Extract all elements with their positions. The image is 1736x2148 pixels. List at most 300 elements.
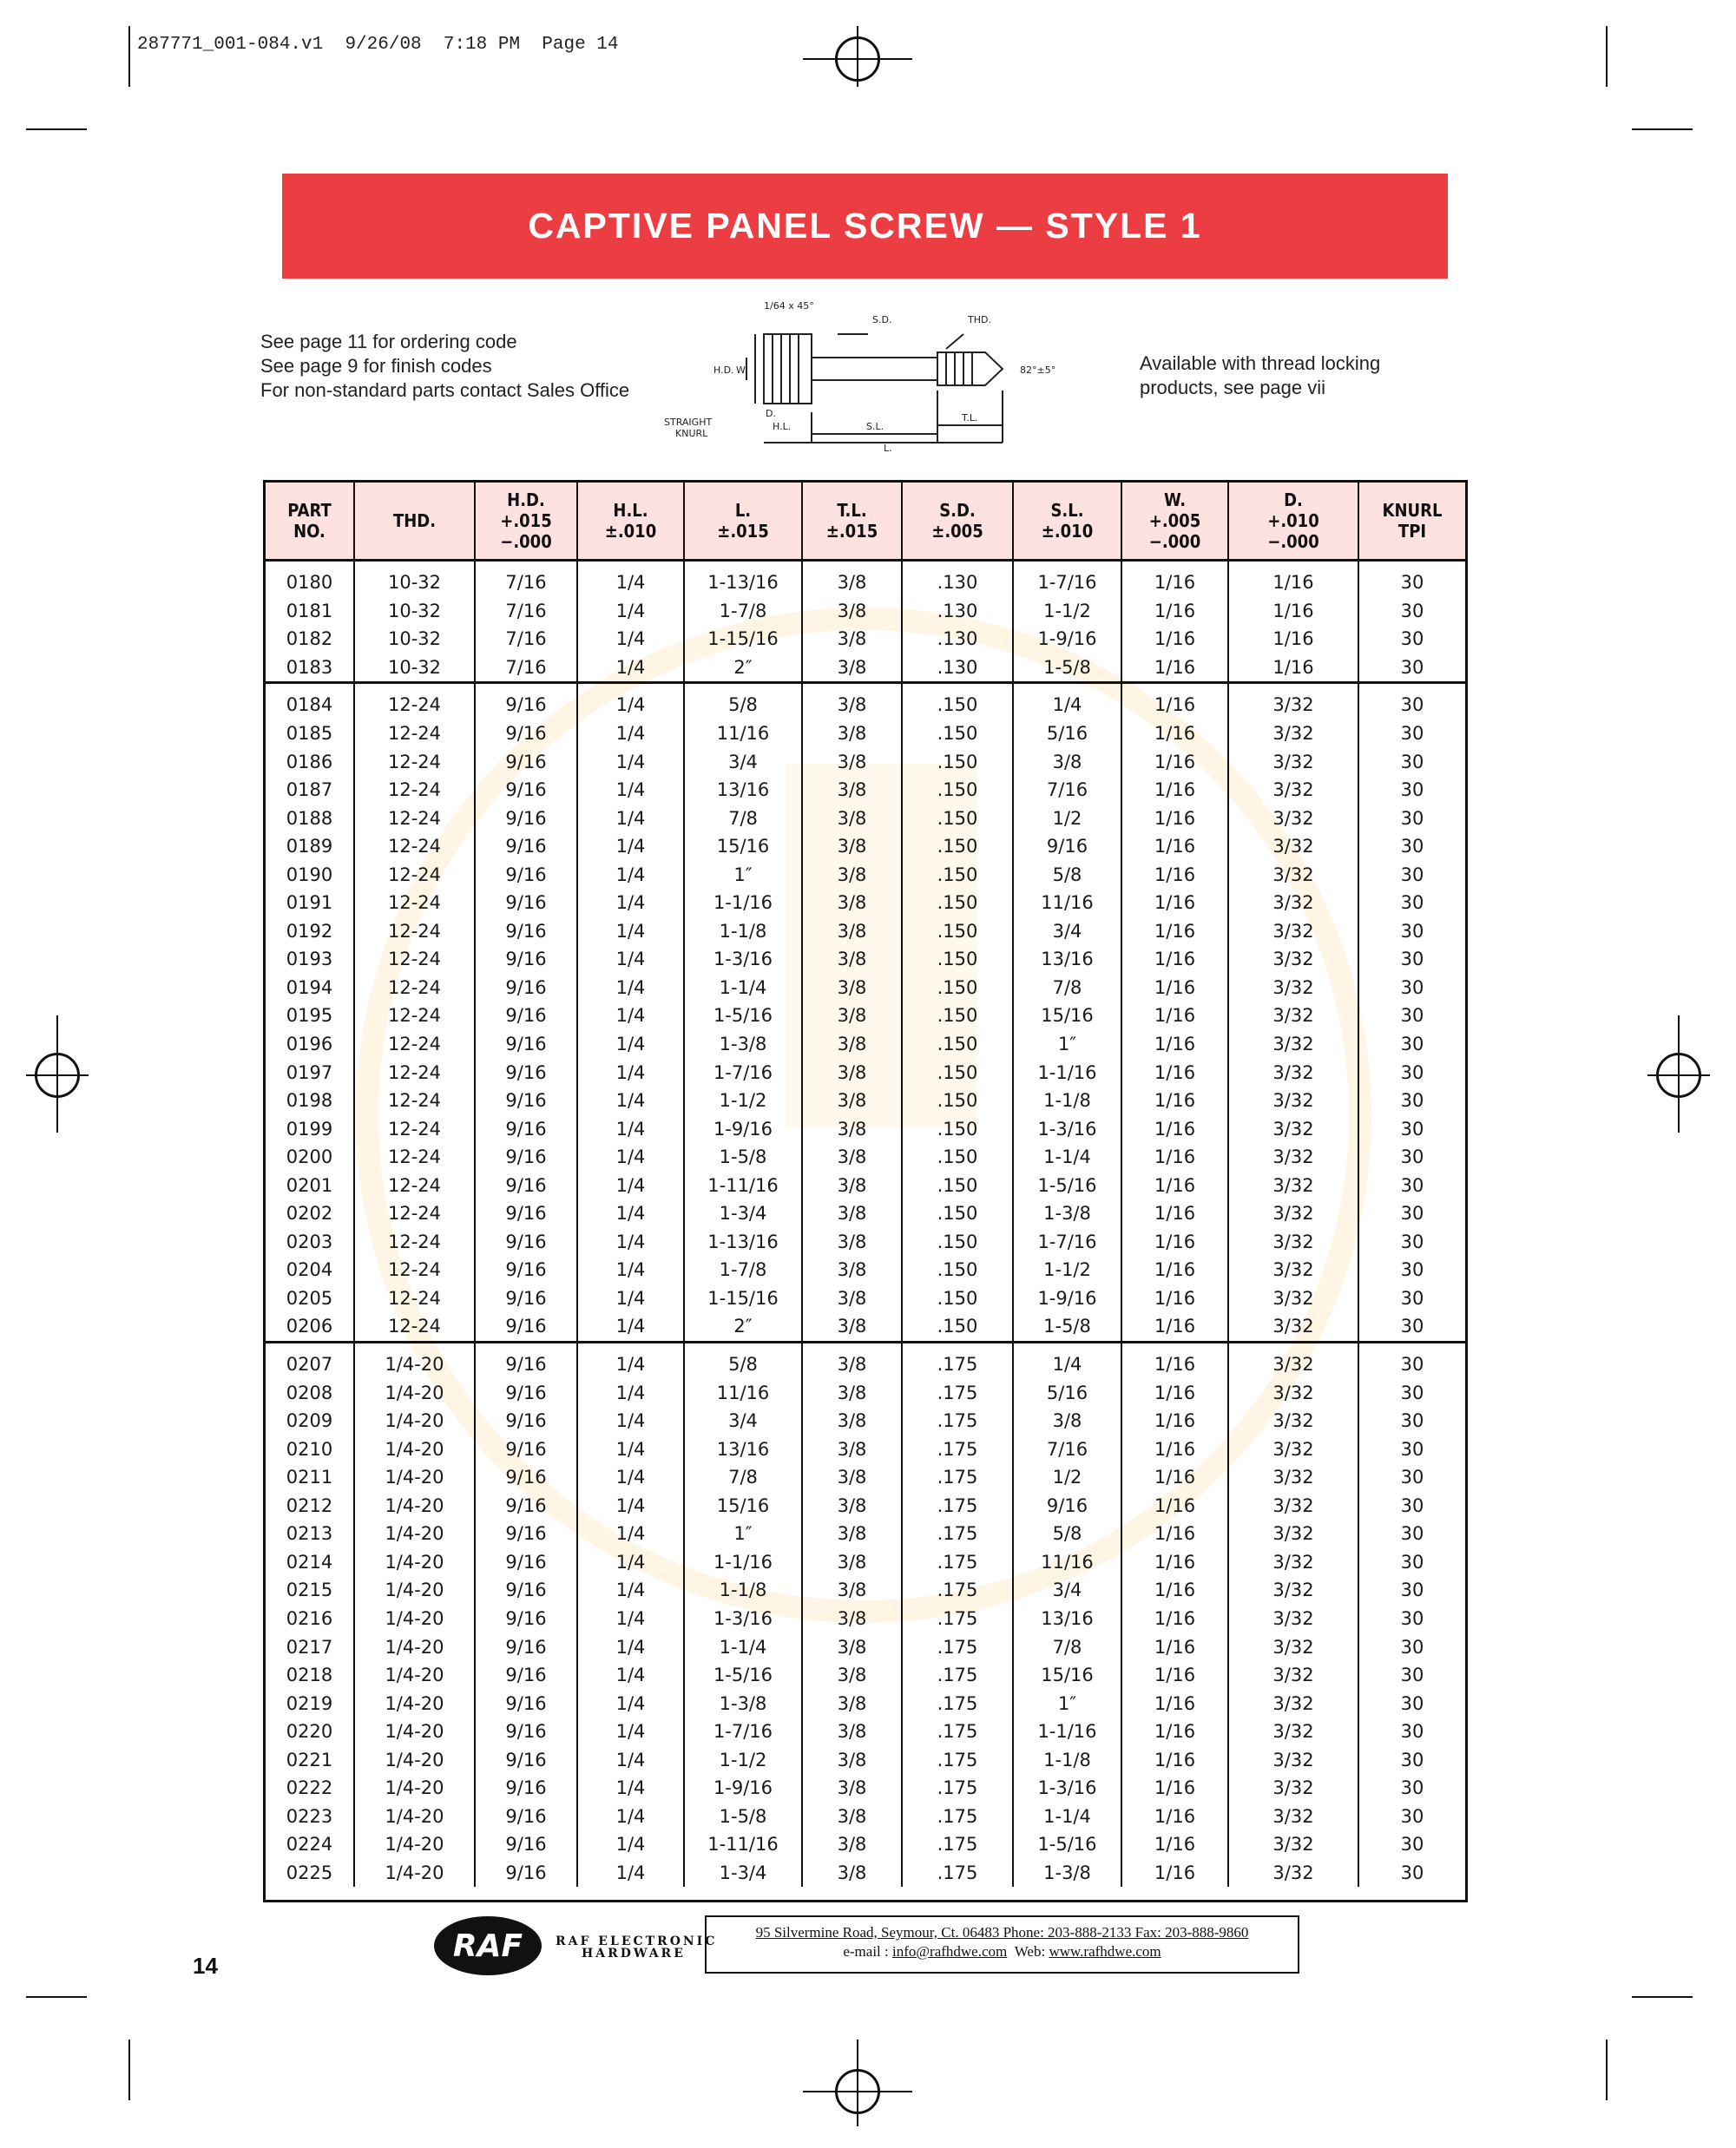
table-cell: 0188	[266, 804, 354, 832]
table-cell: .175	[902, 1548, 1013, 1577]
table-cell: 3/32	[1228, 917, 1358, 946]
table-cell: .150	[902, 860, 1013, 889]
table-cell: 9/16	[475, 1774, 577, 1803]
table-cell: 3/32	[1228, 1342, 1358, 1378]
table-cell: 30	[1400, 628, 1424, 650]
crop-mark	[56, 1015, 58, 1133]
column-header	[577, 483, 684, 561]
table-cell: 3/32	[1228, 1774, 1358, 1803]
table-cell: 3/8	[802, 917, 902, 946]
table-cell: 1/4	[577, 1114, 684, 1143]
table-cell: 1/16	[1121, 776, 1228, 805]
table-cell: 3/32	[1228, 1030, 1358, 1059]
table-cell: .175	[902, 1407, 1013, 1435]
table-cell: 3/8	[802, 561, 902, 597]
crop-mark	[1606, 2040, 1608, 2100]
column-header-line: −.000	[500, 531, 552, 552]
table-cell: 1/16	[1121, 719, 1228, 748]
table-cell: 1/16	[1228, 561, 1358, 597]
brand-text	[556, 1935, 717, 1960]
table-row	[266, 1407, 1465, 1435]
table-cell: 10-32	[354, 625, 475, 654]
table-cell: 30	[1400, 600, 1424, 621]
table-cell: 30	[1400, 892, 1424, 914]
table-row	[266, 1435, 1465, 1463]
table-cell: 1/4	[577, 1803, 684, 1831]
table-row	[266, 1143, 1465, 1172]
column-header	[266, 483, 354, 561]
column-header	[1013, 483, 1121, 561]
table-cell: 15/16	[684, 1492, 802, 1521]
table-cell: 9/16	[475, 1058, 577, 1087]
table-cell: 7/16	[475, 654, 577, 683]
table-cell: 30	[1400, 864, 1424, 885]
table-cell: 30	[1400, 1665, 1424, 1686]
table-cell: 1/16	[1121, 1718, 1228, 1746]
table-cell: 1/16	[1121, 1171, 1228, 1199]
table-cell: 0183	[266, 654, 354, 683]
table-cell: 3/8	[802, 1030, 902, 1059]
table-cell: 1/4	[577, 1002, 684, 1030]
table-cell: 3/8	[802, 1435, 902, 1463]
table-cell: 1-13/16	[684, 1228, 802, 1257]
column-header-line: S.D.	[939, 500, 976, 521]
table-cell: 3/8	[802, 1576, 902, 1605]
table-row	[266, 1463, 1465, 1492]
table-cell: 1/16	[1121, 1859, 1228, 1888]
table-cell: 1/16	[1121, 917, 1228, 946]
table-cell: 9/16	[475, 1087, 577, 1115]
table-cell: 7/16	[475, 597, 577, 626]
table-cell: 11/16	[1013, 889, 1121, 917]
table-cell: 1-9/16	[1013, 625, 1121, 654]
column-header-line: −.000	[1148, 531, 1201, 552]
table-cell: 15/16	[1013, 1002, 1121, 1030]
table-cell: 1-1/16	[684, 889, 802, 917]
table-cell: 0196	[266, 1030, 354, 1059]
table-cell: 9/16	[475, 1632, 577, 1661]
table-cell: 3/32	[1228, 1435, 1358, 1463]
screw-thread	[937, 352, 1003, 385]
table-cell: 1/4	[577, 1378, 684, 1407]
table-cell: 9/16	[475, 1859, 577, 1888]
table-cell: 3/32	[1228, 860, 1358, 889]
table-cell: 10-32	[354, 654, 475, 683]
table-cell: 30	[1400, 1118, 1424, 1140]
table-cell: 3/4	[684, 1407, 802, 1435]
table-cell: 30	[1400, 1805, 1424, 1827]
table-cell: 15/16	[1013, 1661, 1121, 1690]
table-cell: .150	[902, 804, 1013, 832]
table-cell: 0210	[266, 1435, 354, 1463]
table-cell: 3/8	[802, 1745, 902, 1774]
email-label: e-mail :	[843, 1943, 892, 1960]
table-row	[266, 804, 1465, 832]
table-cell: 1/4	[577, 1342, 684, 1378]
table-cell: .175	[902, 1745, 1013, 1774]
table-cell: 1/16	[1121, 1228, 1228, 1257]
column-header-line: W.	[1163, 489, 1187, 510]
table-cell: 1/4	[577, 747, 684, 776]
table-cell: 0184	[266, 683, 354, 719]
table-cell: 3/32	[1228, 1463, 1358, 1492]
address-text: 95 Silvermine Road, Seymour, Ct. 06483 Phone: 203-888-2133 Fax: 203-888-9860	[755, 1924, 1249, 1941]
table-cell: 0187	[266, 776, 354, 805]
column-header	[1228, 483, 1358, 561]
table-cell: 1″	[1013, 1689, 1121, 1718]
table-cell: 9/16	[475, 1661, 577, 1690]
table-cell: 9/16	[475, 1342, 577, 1378]
table-cell: 1/4-20	[354, 1830, 475, 1859]
table-cell: 3/32	[1228, 1058, 1358, 1087]
table-cell: 30	[1400, 1749, 1424, 1770]
table-cell: 1/16	[1121, 832, 1228, 861]
table-cell: 9/16	[475, 1520, 577, 1548]
table-cell: 0214	[266, 1548, 354, 1577]
table-cell: 1-15/16	[684, 1284, 802, 1313]
table-cell: .150	[902, 917, 1013, 946]
table-cell: 1/16	[1121, 1378, 1228, 1407]
note-line: See page 11 for ordering code	[260, 331, 517, 352]
table-cell: 9/16	[475, 1228, 577, 1257]
table-cell: 1/4-20	[354, 1661, 475, 1690]
column-header-line: ±.010	[1041, 521, 1094, 542]
table-cell: 1-7/8	[684, 597, 802, 626]
table-cell: 10-32	[354, 561, 475, 597]
table-cell: 30	[1400, 1636, 1424, 1658]
table-cell: 1/4	[577, 1030, 684, 1059]
table-cell: 0219	[266, 1689, 354, 1718]
table-cell: 12-24	[354, 1171, 475, 1199]
table-cell: 1/16	[1121, 683, 1228, 719]
table-row	[266, 776, 1465, 805]
table-cell: .130	[902, 625, 1013, 654]
table-row	[266, 654, 1465, 683]
table-row	[266, 1492, 1465, 1521]
table-cell: 7/16	[475, 625, 577, 654]
table-cell: 3/8	[802, 719, 902, 748]
table-cell: 12-24	[354, 974, 475, 1002]
table-cell: 1/4	[1013, 1342, 1121, 1378]
table-cell: 3/8	[802, 1228, 902, 1257]
table-cell: 1/16	[1121, 625, 1228, 654]
crop-mark	[26, 1996, 87, 1998]
table-row	[266, 719, 1465, 748]
table-cell: 1-1/2	[1013, 1256, 1121, 1284]
table-cell: 0215	[266, 1576, 354, 1605]
table-cell: .130	[902, 561, 1013, 597]
table-cell: 7/8	[684, 804, 802, 832]
table-cell: 9/16	[475, 974, 577, 1002]
table-cell: 1/16	[1121, 860, 1228, 889]
table-row	[266, 1378, 1465, 1407]
table-cell: 1-11/16	[684, 1171, 802, 1199]
table-cell: 3/8	[802, 1256, 902, 1284]
table-cell: 3/32	[1228, 1002, 1358, 1030]
table-cell: 9/16	[1013, 832, 1121, 861]
table-cell: 12-24	[354, 719, 475, 748]
table-cell: 1/4-20	[354, 1435, 475, 1463]
table-cell: 1/4	[577, 1407, 684, 1435]
table-cell: 1/4-20	[354, 1576, 475, 1605]
column-header-line: TPI	[1397, 521, 1427, 542]
table-cell: 0200	[266, 1143, 354, 1172]
table-cell: 9/16	[475, 1030, 577, 1059]
table-cell: 0224	[266, 1830, 354, 1859]
email-link[interactable]: info@rafhdwe.com	[892, 1943, 1008, 1960]
page-number: 14	[193, 1953, 218, 1979]
table-cell: 0180	[266, 561, 354, 597]
table-cell: 1-5/16	[684, 1002, 802, 1030]
table-cell: 30	[1400, 572, 1424, 594]
table-cell: 9/16	[475, 1378, 577, 1407]
table-cell: 1-1/16	[1013, 1058, 1121, 1087]
table-cell: 1/16	[1121, 1435, 1228, 1463]
table-cell: .175	[902, 1689, 1013, 1718]
table-cell: 0193	[266, 945, 354, 974]
table-cell: 3/32	[1228, 1284, 1358, 1313]
table-cell: 3/4	[1013, 1576, 1121, 1605]
table-cell: 12-24	[354, 1058, 475, 1087]
table-cell: 1-3/16	[684, 1605, 802, 1633]
table-row	[266, 1661, 1465, 1690]
table-row	[266, 561, 1465, 597]
dim-label: STRAIGHT	[664, 417, 713, 428]
table-cell: 3/32	[1228, 889, 1358, 917]
column-header-line: ±.005	[931, 521, 983, 542]
table-cell: 1-1/8	[684, 1576, 802, 1605]
table-cell: 1/16	[1228, 654, 1358, 683]
table-cell: 3/8	[802, 804, 902, 832]
table-cell: 1/4	[577, 1463, 684, 1492]
table-cell: .175	[902, 1378, 1013, 1407]
table-cell: 9/16	[475, 1830, 577, 1859]
table-cell: 3/32	[1228, 1312, 1358, 1342]
table-cell: 9/16	[1013, 1492, 1121, 1521]
column-header-line: +.005	[1148, 510, 1201, 531]
dim-label: W.	[736, 365, 748, 376]
table-cell: 3/8	[802, 1718, 902, 1746]
table-cell: 30	[1400, 1090, 1424, 1112]
table-cell: 3/32	[1228, 1632, 1358, 1661]
table-cell: 3/32	[1228, 719, 1358, 748]
table-cell: 30	[1400, 949, 1424, 970]
table-cell: 3/32	[1228, 1087, 1358, 1115]
table-cell: 1-3/8	[684, 1030, 802, 1059]
table-cell: 1/4	[577, 1632, 684, 1661]
table-cell: 9/16	[475, 1745, 577, 1774]
table-cell: 9/16	[475, 1143, 577, 1172]
table-cell: 30	[1400, 1607, 1424, 1629]
table-cell: 5/8	[684, 683, 802, 719]
table-cell: .150	[902, 974, 1013, 1002]
table-cell: 1/2	[1013, 804, 1121, 832]
table-cell: 1/4-20	[354, 1774, 475, 1803]
table-cell: .175	[902, 1774, 1013, 1803]
table-cell: 1/16	[1121, 1745, 1228, 1774]
dim-label: D.	[766, 408, 776, 419]
dim-label: THD.	[968, 314, 991, 325]
table-row	[266, 917, 1465, 946]
table-header	[266, 483, 1465, 561]
table-cell: .150	[902, 1312, 1013, 1342]
table-cell: 3/8	[1013, 747, 1121, 776]
table-cell: 0217	[266, 1632, 354, 1661]
table-cell: .150	[902, 1030, 1013, 1059]
table-row	[266, 1002, 1465, 1030]
crop-mark	[26, 128, 87, 130]
table-cell: 1/16	[1121, 1520, 1228, 1548]
table-cell: 13/16	[1013, 1605, 1121, 1633]
table-cell: 1/4	[577, 917, 684, 946]
table-cell: 9/16	[475, 945, 577, 974]
table-cell: 1/4	[577, 561, 684, 597]
table-cell: 3/8	[802, 860, 902, 889]
table-cell: 11/16	[1013, 1548, 1121, 1577]
table-cell: 9/16	[475, 1171, 577, 1199]
table-cell: 0206	[266, 1312, 354, 1342]
note-line: For non-standard parts contact Sales Office	[260, 379, 630, 401]
table-cell: 0194	[266, 974, 354, 1002]
table-row	[266, 1830, 1465, 1859]
table-cell: 1/4-20	[354, 1803, 475, 1831]
table-cell: 13/16	[1013, 945, 1121, 974]
table-row	[266, 1030, 1465, 1059]
table-cell: .150	[902, 1199, 1013, 1228]
table-cell: 3/8	[802, 1463, 902, 1492]
table-cell: 3/32	[1228, 1143, 1358, 1172]
table-cell: 1/4	[577, 1718, 684, 1746]
table-cell: 1/16	[1121, 1284, 1228, 1313]
note-line: products, see page vii	[1140, 377, 1326, 398]
table-cell: .175	[902, 1718, 1013, 1746]
table-row	[266, 747, 1465, 776]
table-cell: 30	[1400, 779, 1424, 801]
table-cell: 0190	[266, 860, 354, 889]
column-header	[475, 483, 577, 561]
table-cell: 9/16	[475, 804, 577, 832]
table-cell: 1/4	[577, 1576, 684, 1605]
web-link[interactable]: www.rafhdwe.com	[1049, 1943, 1161, 1960]
table-cell: 0191	[266, 889, 354, 917]
table-cell: 1/4-20	[354, 1605, 475, 1633]
table-cell: 1/16	[1121, 1143, 1228, 1172]
table-cell: 0197	[266, 1058, 354, 1087]
table-cell: 3/8	[802, 1632, 902, 1661]
table-row	[266, 597, 1465, 626]
table-cell: 1″	[684, 1520, 802, 1548]
table-cell: 1-3/4	[684, 1199, 802, 1228]
table-cell: 12-24	[354, 1256, 475, 1284]
table-cell: 7/8	[684, 1463, 802, 1492]
table-row	[266, 945, 1465, 974]
table-cell: 3/32	[1228, 1576, 1358, 1605]
table-cell: 9/16	[475, 1407, 577, 1435]
table-cell: .175	[902, 1803, 1013, 1831]
table-cell: 12-24	[354, 1312, 475, 1342]
table-cell: 9/16	[475, 1002, 577, 1030]
table-cell: 1-3/16	[684, 945, 802, 974]
table-cell: 3/32	[1228, 974, 1358, 1002]
table-cell: 9/16	[475, 1256, 577, 1284]
table-cell: .150	[902, 1228, 1013, 1257]
table-cell: .150	[902, 1087, 1013, 1115]
table-row	[266, 1114, 1465, 1143]
table-cell: 1-7/16	[684, 1718, 802, 1746]
table-cell: 1-5/8	[1013, 1312, 1121, 1342]
table-cell: 3/32	[1228, 1199, 1358, 1228]
table-cell: 3/8	[802, 1661, 902, 1690]
table-cell: 1/4-20	[354, 1718, 475, 1746]
table-cell: 3/32	[1228, 1605, 1358, 1633]
table-cell: 1-3/8	[684, 1689, 802, 1718]
table-cell: 3/8	[802, 1171, 902, 1199]
table-row	[266, 860, 1465, 889]
table-cell: 1/4	[577, 597, 684, 626]
table-row	[266, 1605, 1465, 1633]
table-cell: 30	[1400, 694, 1424, 716]
table-cell: 3/8	[802, 1689, 902, 1718]
table-cell: 30	[1400, 1692, 1424, 1714]
dim-label: L.	[884, 443, 892, 454]
screw-diagram	[660, 295, 1076, 456]
table-cell: 0202	[266, 1199, 354, 1228]
crop-mark	[1632, 1996, 1693, 1998]
column-header	[802, 483, 902, 561]
table-cell: 0222	[266, 1774, 354, 1803]
table-row	[266, 1803, 1465, 1831]
table-cell: 9/16	[475, 860, 577, 889]
table-cell: 3/8	[802, 1378, 902, 1407]
dim-label: H.L.	[773, 421, 792, 432]
table-cell: 30	[1400, 1287, 1424, 1309]
table-cell: 3/32	[1228, 1228, 1358, 1257]
web-label: Web:	[1014, 1943, 1049, 1960]
table-cell: 3/8	[802, 889, 902, 917]
crop-mark	[1632, 128, 1693, 130]
table-cell: 1-5/16	[684, 1661, 802, 1690]
table-cell: 0182	[266, 625, 354, 654]
table-cell: 1/16	[1121, 1492, 1228, 1521]
table-cell: 9/16	[475, 1284, 577, 1313]
raf-logo: RAF	[434, 1916, 542, 1975]
table-body	[266, 561, 1465, 1888]
table-cell: .150	[902, 945, 1013, 974]
table-cell: 1-1/16	[1013, 1718, 1121, 1746]
crop-mark	[1678, 1015, 1680, 1133]
table-cell: 3/8	[802, 1114, 902, 1143]
table-cell: 1/4	[577, 1605, 684, 1633]
table-cell: 1-7/8	[684, 1256, 802, 1284]
ordering-notes	[260, 330, 629, 403]
table-cell: 1/16	[1228, 597, 1358, 626]
table-cell: 3/4	[684, 747, 802, 776]
table-cell: 1/16	[1121, 1312, 1228, 1342]
table-cell: 3/8	[802, 1774, 902, 1803]
table-cell: 9/16	[475, 1689, 577, 1718]
table-cell: .175	[902, 1435, 1013, 1463]
table-cell: 3/8	[802, 1199, 902, 1228]
table-cell: 3/32	[1228, 1803, 1358, 1831]
table-cell: 12-24	[354, 917, 475, 946]
table-cell: 12-24	[354, 945, 475, 974]
table-cell: 3/8	[1013, 1407, 1121, 1435]
table-cell: 1/16	[1121, 1087, 1228, 1115]
table-cell: 1/4	[577, 1492, 684, 1521]
table-cell: 1/4	[577, 1520, 684, 1548]
table-cell: 1-7/16	[1013, 561, 1121, 597]
table-cell: 5/16	[1013, 1378, 1121, 1407]
